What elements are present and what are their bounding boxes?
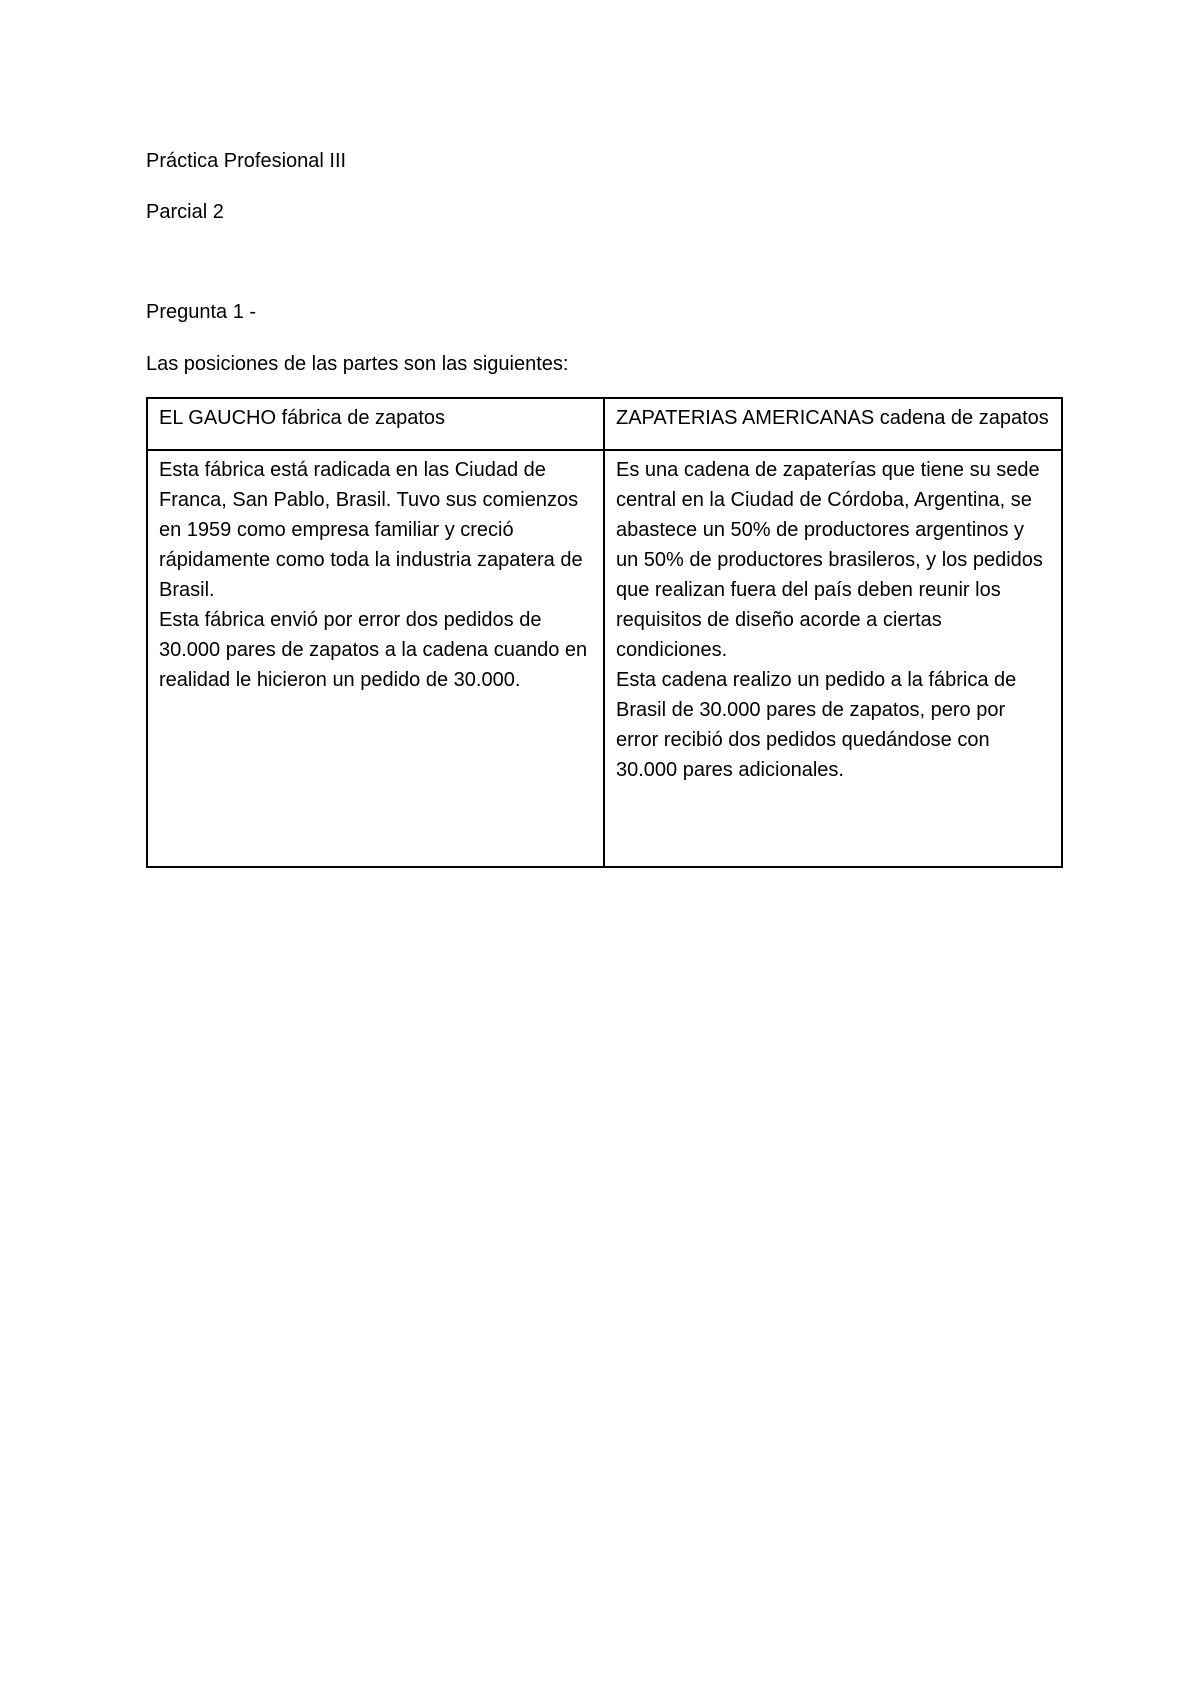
header-zapaterias-americanas: ZAPATERIAS AMERICANAS cadena de zapatos <box>604 398 1062 450</box>
question-heading: Pregunta 1 - <box>146 301 257 323</box>
el-gaucho-paragraph-2: Esta fábrica envió por error dos pedidos de 30.000 pares de zapatos a la cadena cuando en realidad le hicieron un pedido de 30.000. <box>159 609 588 691</box>
table-header-row <box>147 398 1062 450</box>
parties-table <box>146 397 1063 868</box>
document-subtitle: Parcial 2 <box>146 201 224 223</box>
header-el-gaucho: EL GAUCHO fábrica de zapatos <box>147 398 604 450</box>
zapaterias-paragraph-2: Esta cadena realizo un pedido a la fábrica de Brasil de 30.000 pares de zapatos, pero por error recibió dos pedidos quedándose con 30.000 pares adicionales. <box>616 669 1017 781</box>
zapaterias-paragraph-1: Es una cadena de zapaterías que tiene su sede central en la Ciudad de Córdoba, Argentina, se abastece un 50% de productores argentinos y un 50% de productores brasileros, y los pedidos que realizan fuera del país deben reunir los requisitos de diseño acorde a ciertas condiciones. <box>616 459 1043 661</box>
el-gaucho-paragraph-1: Esta fábrica está radicada en las Ciudad de Franca, San Pablo, Brasil. Tuvo sus comienzos en 1959 como empresa familiar y creció rápidamente como toda la industria zapatera de Brasil. <box>159 459 583 601</box>
document-title: Práctica Profesional III <box>146 150 347 172</box>
intro-text: Las posiciones de las partes son las siguientes: <box>146 353 569 375</box>
table-row <box>147 450 1062 867</box>
cell-el-gaucho-description <box>147 450 604 867</box>
cell-zapaterias-description <box>604 450 1062 867</box>
